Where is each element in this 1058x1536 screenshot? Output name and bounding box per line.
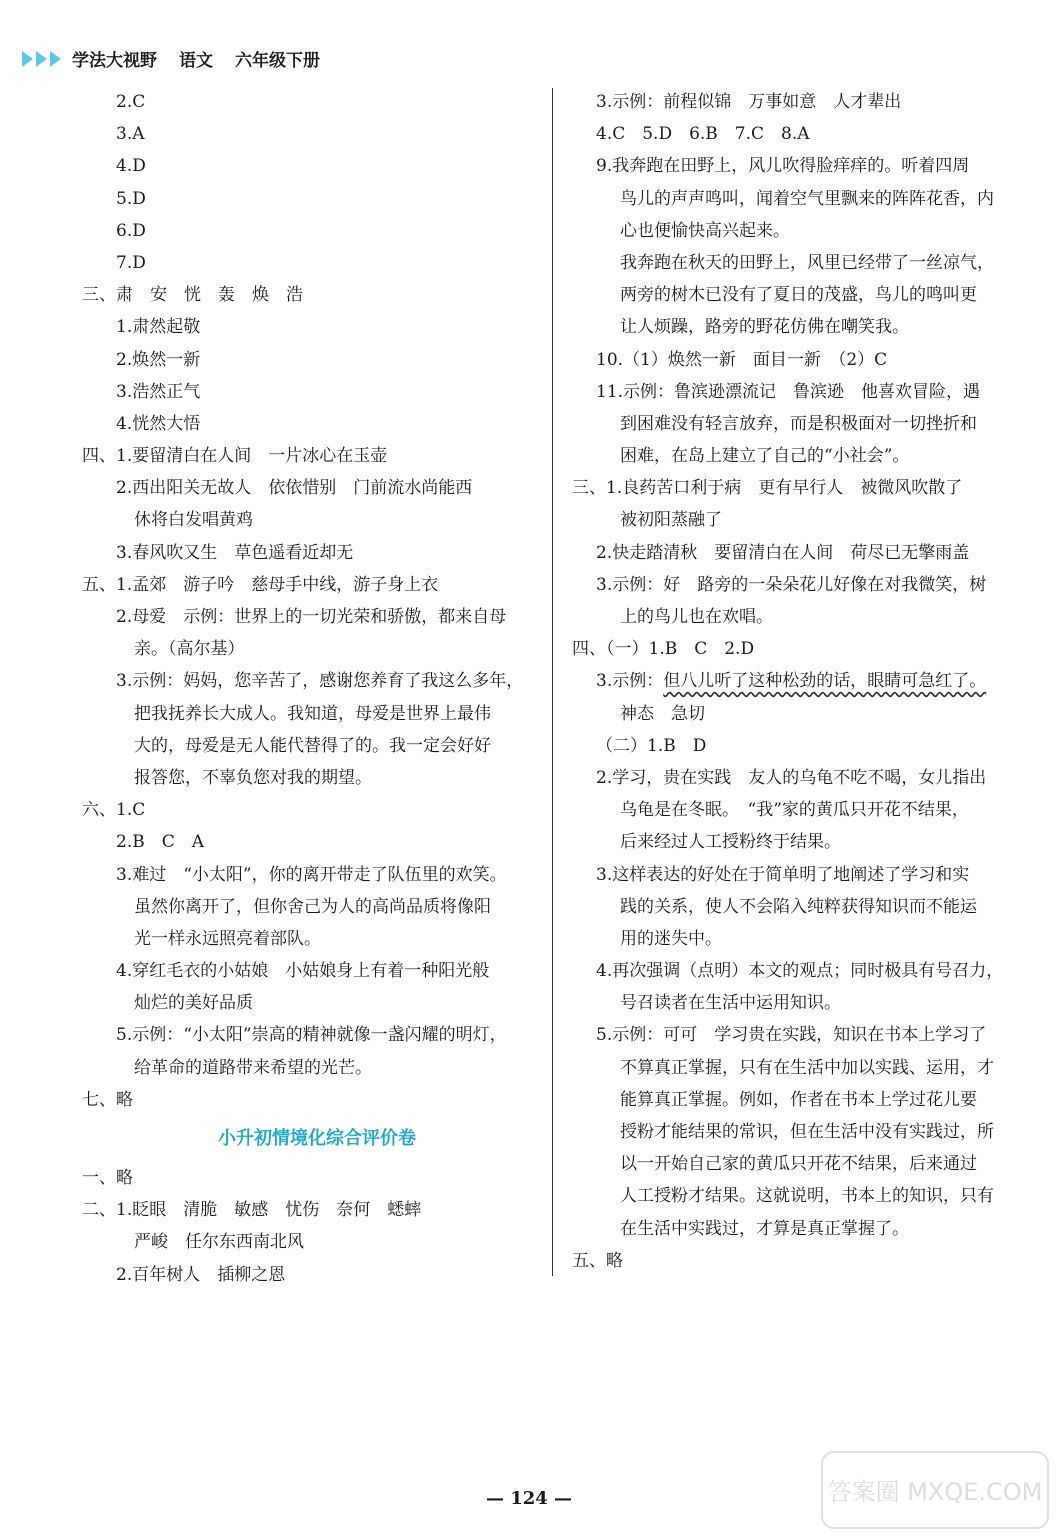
arrow-icons (22, 51, 64, 67)
answer-text: 休将白发唱黄鸡 (134, 510, 253, 531)
answer-text: 11.示例：鲁滨逊漂流记 鲁滨逊 他喜欢冒险，遇 (596, 381, 981, 402)
header-grade: 六年级下册 (235, 51, 320, 71)
answer-line (82, 1226, 552, 1258)
answer-line (82, 472, 552, 504)
answer-text: 心也便愉快高兴起来。 (620, 220, 790, 241)
answer-line (82, 1259, 552, 1291)
answer-text: 号召读者在生活中运用知识。 (620, 993, 841, 1014)
answer-text: 践的关系，使人不会陷入纯粹获得知识而不能运 (620, 896, 977, 917)
answer-text: 四、（一）1.B C 2.D (572, 639, 755, 660)
answer-text: 4.D (116, 156, 146, 177)
answer-line (572, 601, 1034, 633)
answer-text: 2.C (116, 92, 146, 112)
answer-line (572, 1245, 1034, 1277)
page-number: — 124 — (485, 1488, 573, 1509)
answer-text: 在生活中实践过，才算是真正掌握了。 (620, 1218, 909, 1239)
answer-line (572, 215, 1034, 247)
answer-line (82, 762, 552, 794)
left-column (82, 86, 552, 1291)
column-divider (552, 88, 553, 1276)
answer-line (82, 987, 552, 1019)
answer-line (572, 472, 1034, 504)
answer-line (572, 537, 1034, 569)
answer-text: 困难，在岛上建立了自己的“小社会”。 (620, 446, 910, 467)
answer-text: 六、1.C (82, 800, 146, 821)
watermark-text: 答案圈 MXQE.COM (827, 1478, 1043, 1506)
answer-text: 不算真正掌握，只有在生活中加以实践、运用，才 (620, 1057, 994, 1078)
answer-line (82, 150, 552, 182)
answer-text: 2.西出阳关无故人 依依惜别 门前流水尚能西 (116, 478, 473, 499)
arrow-icon (22, 51, 33, 67)
answer-line (82, 118, 552, 150)
answer-text: 授粉才能结果的常识，但在生活中没有实践过，所 (620, 1122, 994, 1142)
answer-line (572, 698, 1034, 730)
answer-line (572, 1213, 1034, 1245)
answer-text: 三、1.良药苦口利于病 更有早行人 被微风吹散了 (572, 478, 963, 499)
answer-text: 2.学习，贵在实践 友人的乌龟不吃不喝，女儿指出 (596, 767, 987, 788)
answer-line (82, 698, 552, 730)
answer-text: 被初阳蒸融了 (620, 510, 722, 531)
answer-line (82, 440, 552, 472)
answer-text: 以一开始自己家的黄瓜只开花不结果，后来通过 (620, 1154, 977, 1175)
answer-line (572, 440, 1034, 472)
answer-line (82, 376, 552, 408)
answer-line (572, 1180, 1034, 1212)
answer-text: 6.D (116, 220, 146, 241)
answer-text: 到困难没有轻言放弃，而是积极面对一切挫折和 (620, 413, 977, 434)
answer-line (572, 408, 1034, 440)
answer-line (572, 311, 1034, 343)
answer-text: 能算真正掌握。例如，作者在书本上学过花儿要 (620, 1089, 977, 1110)
answer-text: 两旁的树木已没有了夏日的茂盛，鸟儿的鸣叫更 (620, 285, 977, 306)
answer-line (82, 923, 552, 955)
header-subject: 语文 (179, 51, 213, 71)
answer-line (572, 794, 1034, 826)
answer-text: 后来经过人工授粉终于结果。 (620, 832, 841, 853)
answer-text: 3.这样表达的好处在于简单明了地阐述了学习和实 (596, 864, 970, 885)
answer-text: 灿烂的美好品质 (134, 993, 253, 1014)
answer-text: 三、肃 安 恍 轰 焕 浩 (82, 285, 303, 306)
answer-line (572, 504, 1034, 536)
answer-line (572, 247, 1034, 279)
answer-line (82, 215, 552, 247)
answer-line (572, 633, 1034, 665)
answer-line (572, 987, 1034, 1019)
page-header (22, 46, 320, 71)
answer-text: 把我抚养长大成人。我知道，母爱是世界上最伟 (134, 703, 491, 724)
answer-line (572, 730, 1034, 762)
answer-text: 上的鸟儿也在欢唱。 (620, 607, 773, 627)
answer-text: 鸟儿的声声鸣叫，闻着空气里飘来的阵阵花香，内 (620, 188, 994, 209)
answer-line (82, 955, 552, 987)
answer-text: 四、1.要留清白在人间 一片冰心在玉壶 (82, 446, 388, 467)
answer-text: 4.穿红毛衣的小姑娘 小姑娘身上有着一种阳光般 (116, 961, 490, 982)
answer-text: 5.D (116, 188, 146, 209)
answer-text: 人工授粉才结果。这就说明，书本上的知识，只有 (620, 1186, 994, 1207)
answer-line (572, 344, 1034, 376)
answer-line (82, 183, 552, 215)
answer-text: 3.示例：好 路旁的一朵朵花儿好像在对我微笑，树 (596, 574, 987, 595)
answer-line (82, 633, 552, 665)
answer-text: 2.百年树人 插柳之恩 (116, 1264, 286, 1285)
answer-text: 一、略 (82, 1168, 133, 1188)
section-title: 小升初情境化综合评价卷 (218, 1128, 416, 1149)
wavy-underlined-text: 但八儿听了这种松劲的话，眼睛可急红了。 (663, 671, 987, 692)
answer-text: 七、略 (82, 1089, 133, 1110)
answer-line (82, 665, 552, 697)
answer-line (572, 955, 1034, 987)
answer-text: 9.我奔跑在田野上，风儿吹得脸痒痒的。听着四周 (596, 156, 970, 177)
answer-line (82, 247, 552, 279)
answer-line (82, 794, 552, 826)
arrow-icon (36, 51, 47, 67)
answer-text: 我奔跑在秋天的田野上，风里已经带了一丝凉气， (620, 252, 994, 273)
answer-line (572, 569, 1034, 601)
answer-text: 报答您，不辜负您对我的期望。 (134, 767, 372, 788)
answer-text: （二）1.B D (596, 735, 707, 756)
answer-text: 5.示例：可可 学习贵在实践，知识在书本上学习了 (596, 1025, 987, 1046)
answer-text: 2.母爱 示例：世界上的一切光荣和骄傲，都来自母 (116, 607, 507, 627)
answer-text: 3.示例：前程似锦 万事如意 人才辈出 (596, 92, 902, 112)
answer-text: 3.春风吹又生 草色遥看近却无 (116, 542, 354, 563)
answer-line (572, 891, 1034, 923)
watermark-logo (820, 1450, 1050, 1530)
answer-text: 2.B C A (116, 832, 204, 853)
answer-line (82, 86, 552, 118)
answer-text: 光一样永远照亮着部队。 (134, 928, 321, 949)
answer-text: 3.A (116, 124, 145, 145)
answer-line (82, 1194, 552, 1226)
answer-text: 二、1.眨眼 清脆 敏感 忧伤 奈何 蟋蟀 (82, 1200, 422, 1221)
answer-text: 10.（1）焕然一新 面目一新 （2）C (596, 349, 888, 370)
answer-text: 亲。（高尔基） (134, 639, 245, 660)
answer-line (572, 762, 1034, 794)
answer-text: 1.肃然起敬 (116, 317, 201, 338)
answer-text: 让人烦躁，路旁的野花仿佛在嘲笑我。 (620, 317, 909, 338)
answer-line (82, 311, 552, 343)
answer-line (82, 279, 552, 311)
answer-line (82, 1052, 552, 1084)
arrow-icon (50, 51, 61, 67)
answer-text: 用的迷失中。 (620, 928, 722, 949)
answer-text: 2.快走踏清秋 要留清白在人间 荷尽已无擎雨盖 (596, 542, 970, 563)
answer-line (82, 537, 552, 569)
answer-line (572, 279, 1034, 311)
answer-line (572, 1084, 1034, 1116)
answer-text: 7.D (116, 252, 146, 273)
answer-line (82, 504, 552, 536)
answer-text: 4.恍然大悟 (116, 413, 201, 434)
answer-line (82, 569, 552, 601)
answer-text: 3.示例：妈妈，您辛苦了，感谢您养育了我这么多年， (116, 671, 524, 692)
answer-text: 给革命的道路带来希望的光芒。 (134, 1057, 372, 1078)
answer-text: 3.难过 “小太阳”，你的离开带走了队伍里的欢笑。 (116, 864, 507, 885)
answer-text: 4.再次强调（点明）本文的观点；同时极具有号召力， (596, 961, 1004, 982)
answer-line (82, 1084, 552, 1116)
answer-line (572, 1116, 1034, 1148)
answer-text: 神态 急切 (620, 703, 705, 724)
answer-text: 3.示例： (596, 671, 664, 692)
answer-line (82, 408, 552, 440)
answer-line (572, 150, 1034, 182)
answer-line (572, 118, 1034, 150)
answer-line (82, 891, 552, 923)
answer-line (572, 665, 1034, 697)
answer-line (572, 1019, 1034, 1051)
answer-line (572, 859, 1034, 891)
answer-line (82, 1162, 552, 1194)
answer-line (572, 826, 1034, 858)
right-column (572, 86, 1034, 1277)
answer-line (572, 1052, 1034, 1084)
answer-text: 乌龟是在冬眠。 “我”家的黄瓜只开花不结果， (620, 800, 969, 821)
header-brand: 学法大视野 (72, 51, 157, 71)
answer-text: 虽然你离开了，但你舍己为人的高尚品质将像阳 (134, 896, 491, 917)
answer-line (82, 826, 552, 858)
answer-text: 4.C 5.D 6.B 7.C 8.A (596, 124, 810, 145)
answer-text: 3.浩然正气 (116, 381, 201, 402)
answer-line (82, 601, 552, 633)
answer-line (572, 86, 1034, 118)
answer-line (572, 1148, 1034, 1180)
answer-line (572, 923, 1034, 955)
answer-line (82, 344, 552, 376)
answer-text: 大的，母爱是无人能代替得了的。我一定会好好 (134, 735, 491, 756)
answer-line (572, 376, 1034, 408)
answer-line (82, 1019, 552, 1051)
answer-text: 严峻 任尔东西南北风 (134, 1232, 304, 1253)
answer-text: 五、1.孟郊 游子吟 慈母手中线，游子身上衣 (82, 574, 439, 595)
answer-line (82, 859, 552, 891)
answer-text: 5.示例：“小太阳”崇高的精神就像一盏闪耀的明灯， (116, 1025, 507, 1046)
answer-line (82, 730, 552, 762)
answer-text: 五、略 (572, 1250, 623, 1271)
answer-text: 2.焕然一新 (116, 349, 201, 370)
answer-line (572, 183, 1034, 215)
